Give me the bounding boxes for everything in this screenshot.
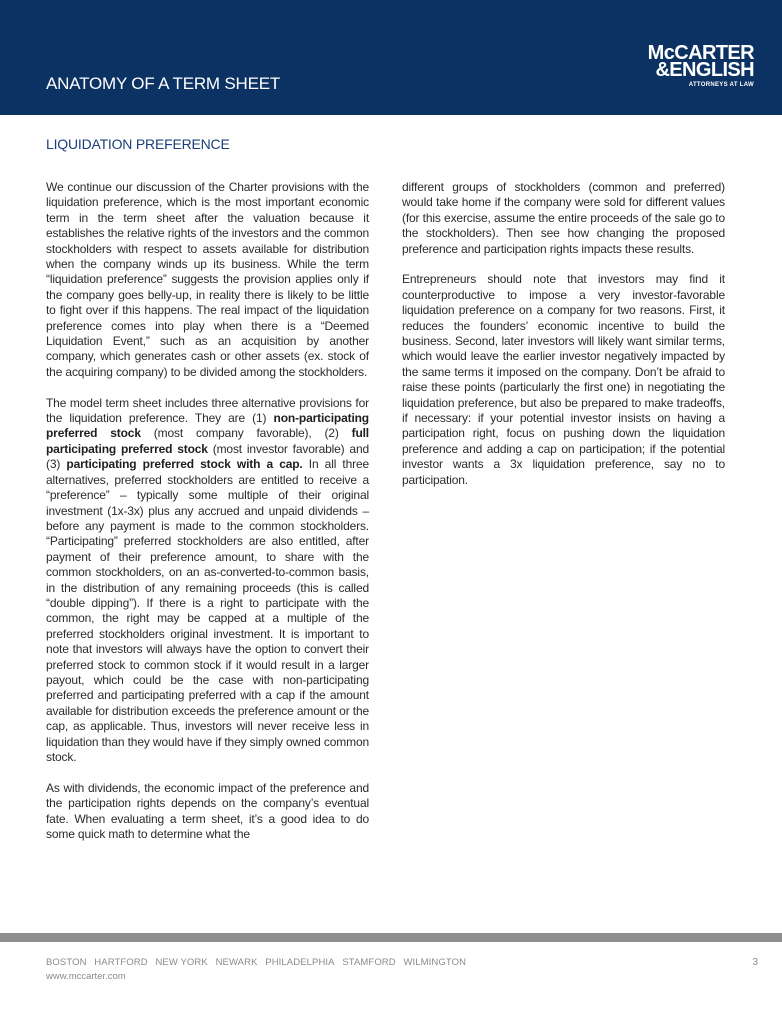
office-city: STAMFORD bbox=[342, 957, 396, 968]
bold-term: participating preferred stock with a cap. bbox=[66, 457, 303, 472]
office-city: HARTFORD bbox=[94, 957, 148, 968]
office-locations bbox=[46, 957, 471, 968]
text-run: In all three alternatives, preferred stockholders are entitled to receive a “preference” – typically some multiple of their original investment (1x-3x) plus any accrued and unpaid dividends – before any payment is made to the common stockholders. “Participating” preferred stockholders are also entitled, after payment of their preference amount, to share with the common stockholders, on an as-converted-to-common basis, in the distribution of any remaining proceeds (this is called “double dipping”). If there is a right to participate with the common, the right may be capped at a multiple of the preferred stockholders original investment. It is important to note that investors will always have the option to convert their preferred stock to common stock if it would result in a larger payout, which could be the case with non-participating preferred and participating preferred with a cap if the amount available for distribution exceeds the preference amount or the cap, as applicable. Thus, investors will never receive less in liquidation than they would have if they simply owned common stock. bbox=[46, 457, 370, 765]
bold-term: full participating preferred stock bbox=[46, 426, 369, 456]
firm-logo bbox=[638, 42, 754, 89]
left-column bbox=[46, 180, 369, 858]
footer-bar bbox=[0, 933, 782, 942]
office-city: NEWARK bbox=[215, 957, 258, 968]
office-city: WILMINGTON bbox=[403, 957, 467, 968]
page-number: 3 bbox=[752, 957, 758, 968]
text-run: (most company favorable), (2) bbox=[140, 426, 352, 441]
paragraph: different groups of stockholders (common and preferred) would take home if the company were sold for different values (for this exercise, assume the entire proceeds of the sale go to the stockholders). Then see how changing the proposed preference and participation rights impacts these results. bbox=[402, 180, 725, 256]
header-band bbox=[0, 0, 782, 115]
text-run: (most investor favorable) and (3) bbox=[46, 441, 369, 472]
right-column bbox=[402, 180, 725, 504]
office-city: NEW YORK bbox=[155, 957, 208, 968]
website-link[interactable]: www.mccarter.com bbox=[46, 971, 126, 982]
office-city: BOSTON bbox=[46, 957, 87, 968]
bold-term: non-participating preferred stock bbox=[46, 411, 369, 441]
logo-line-1: McCARTER bbox=[647, 42, 754, 64]
office-city: PHILADELPHIA bbox=[265, 957, 335, 968]
paragraph: We continue our discussion of the Charter provisions with the liquidation preference, which is the most important economic term in the term sheet after the valuation because it establishes the relative rights of the investors and the common stockholders with respect to assets available for distribution when the company winds up its business. While the term “liquidation preference” suggests the provision applies only if the company goes belly-up, in reality there is likely to be little to fight over if this happens. The real impact of the liquidation preference comes into play when there is a “Deemed Liquidation Event,” such as an acquisition by another company, which generates cash or other assets (ex. stock of the acquiring company) to be divided among the stockholders. bbox=[46, 180, 369, 379]
paragraph bbox=[46, 396, 369, 766]
section-heading: LIQUIDATION PREFERENCE bbox=[46, 136, 230, 152]
logo-line-2: &ENGLISH bbox=[655, 59, 754, 81]
logo-tagline: ATTORNEYS AT LAW bbox=[688, 82, 754, 88]
paragraph: Entrepreneurs should note that investors may find it counterproductive to impose a very investor-favorable liquidation preference on a company for two reasons. First, it reduces the founders’ economic incentive to build the business. Second, later investors will likely want similar terms, which would leave the earlier investor negatively impacted by the same terms it imposed on the company. Don’t be afraid to raise these points (particularly the first one) in negotiating the liquidation preference, but also be prepared to make tradeoffs, if necessary: if your potential investor insists on having a participation right, focus on pushing down the liquidation preference and adding a cap on participation; if the potential investor wants a 3x liquidation preference, say no to participation. bbox=[402, 272, 725, 487]
text-run: The model term sheet includes three alternative provisions for the liquidation preference. They are (1) bbox=[46, 395, 369, 426]
document-title: ANATOMY OF A TERM SHEET bbox=[46, 74, 281, 93]
paragraph: As with dividends, the economic impact of the preference and the participation rights depends on the company’s eventual fate. When evaluating a term sheet, it’s a good idea to do some quick math to determine what the bbox=[46, 780, 369, 842]
